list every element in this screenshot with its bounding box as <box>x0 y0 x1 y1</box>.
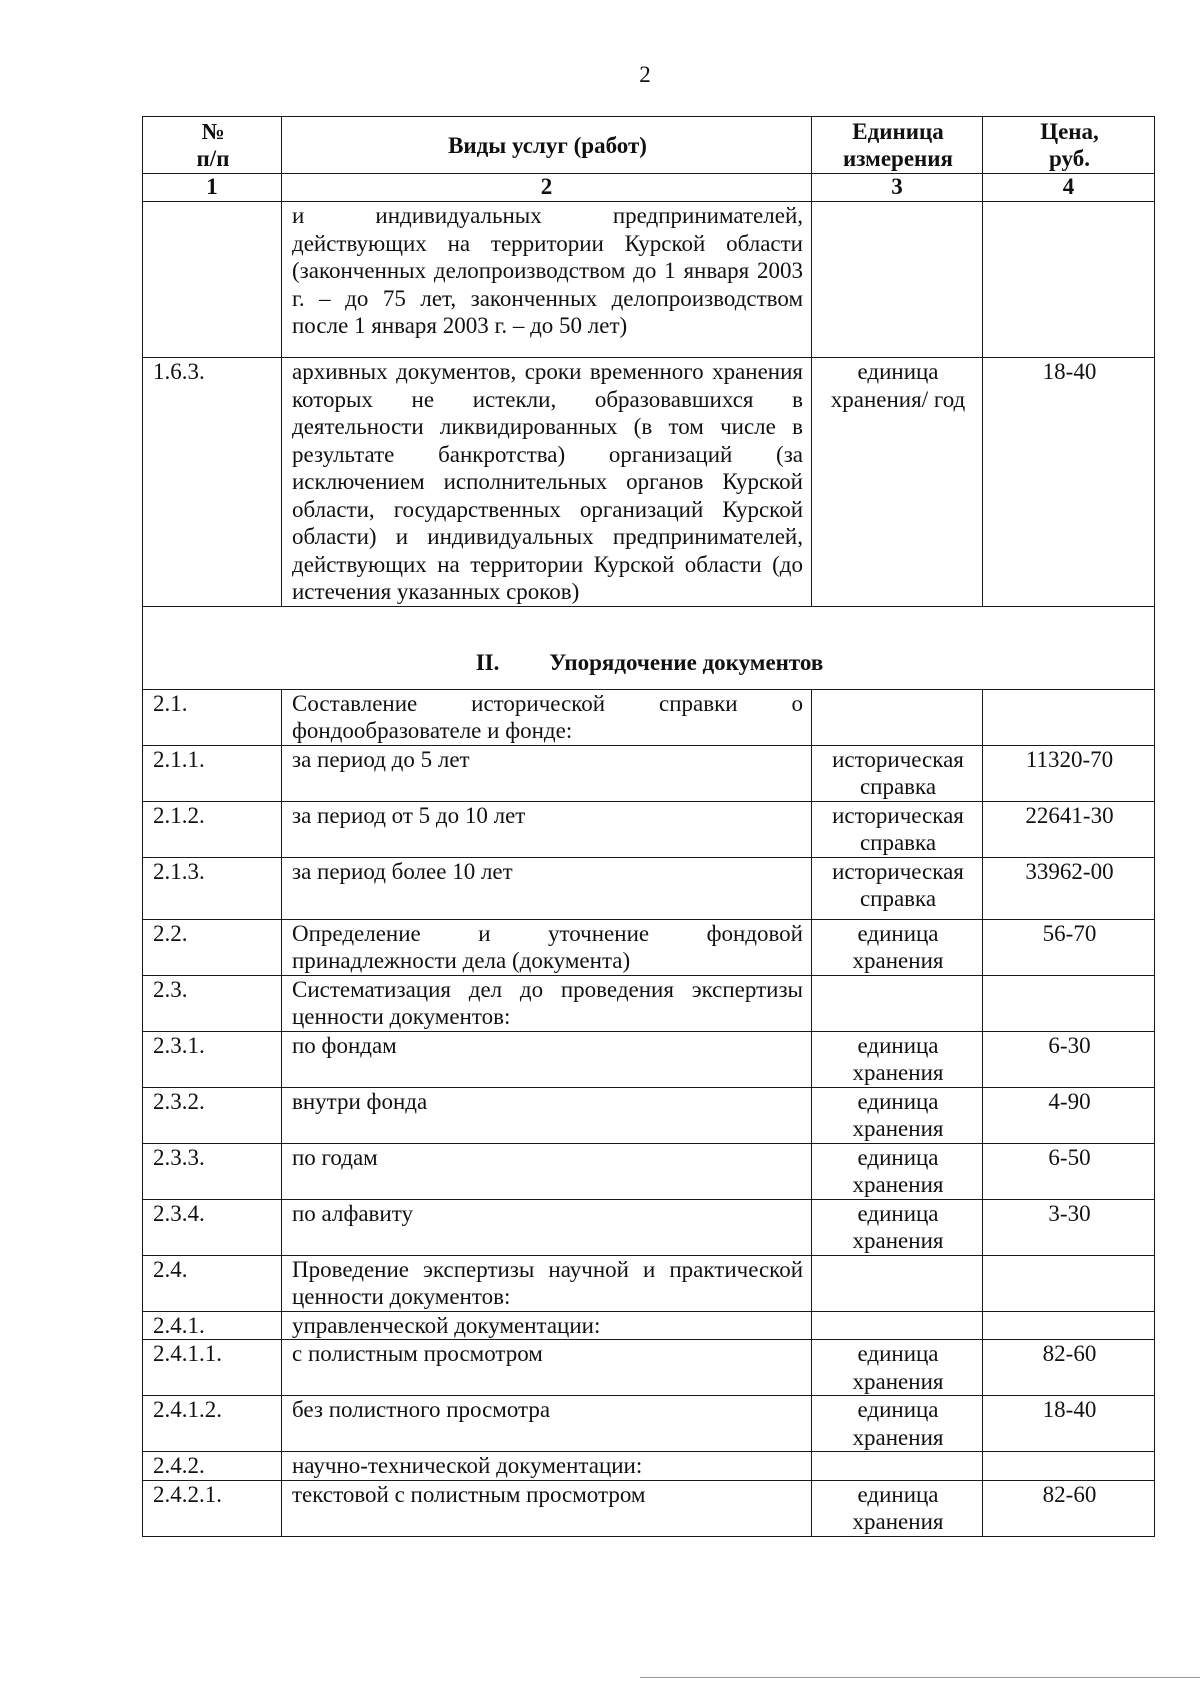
service-name-cell: Систематизация дел до проведения экспертизы ценности документов: <box>282 975 812 1031</box>
footer-rule <box>640 1677 1200 1678</box>
header-service-type-text: Виды услуг (работ) <box>448 132 647 158</box>
column-number-1: 1 <box>143 174 282 202</box>
header-service-type <box>282 117 812 174</box>
service-name-cell: за период от 5 до 10 лет <box>282 801 812 857</box>
table-row <box>143 1452 1155 1481</box>
unit-cell <box>812 689 983 745</box>
table-row <box>143 1031 1155 1087</box>
service-name-cell: по фондам <box>282 1031 812 1087</box>
price-cell: 3-30 <box>983 1199 1155 1255</box>
service-name-cell: архивных документов, сроки временного хранения которых не истекли, образовавшихся в деятельности ликвидированных (в том числе в результате банкротства) организаций (за исключением исполнительных органов Курской области, государственных организаций Курской области) и индивидуальных предпринимателей, действующих на территории Курской области (до истечения указанных сроков) <box>282 358 812 607</box>
unit-cell: единица хранения <box>812 919 983 975</box>
header-unit <box>812 117 983 174</box>
price-cell <box>983 202 1155 358</box>
price-cell: 18-40 <box>983 1396 1155 1452</box>
service-name-cell: Проведение экспертизы научной и практической ценности документов: <box>282 1255 812 1311</box>
row-number-cell: 2.2. <box>143 919 282 975</box>
table-row <box>143 919 1155 975</box>
column-number-2: 2 <box>282 174 812 202</box>
row-number-cell: 2.4.2.1. <box>143 1480 282 1536</box>
unit-cell: единица хранения <box>812 1340 983 1396</box>
unit-cell: историческая справка <box>812 801 983 857</box>
header-number <box>143 117 282 174</box>
header-price-line-1: Цена, <box>1040 119 1099 144</box>
header-price <box>983 117 1155 174</box>
table-row <box>143 358 1155 607</box>
table-row <box>143 1087 1155 1143</box>
service-name-cell: за период до 5 лет <box>282 745 812 801</box>
row-number-cell: 2.1.2. <box>143 801 282 857</box>
unit-cell: единица хранения <box>812 1143 983 1199</box>
header-unit-line-2: измерения <box>843 146 953 171</box>
unit-cell: единица хранения <box>812 1031 983 1087</box>
unit-cell: единица хранения <box>812 1199 983 1255</box>
price-cell: 11320-70 <box>983 745 1155 801</box>
table-row <box>143 1396 1155 1452</box>
table-row <box>143 1480 1155 1536</box>
row-number-cell: 2.1. <box>143 689 282 745</box>
column-number-row <box>143 174 1155 202</box>
price-cell: 6-30 <box>983 1031 1155 1087</box>
service-name-cell: научно-технической документации: <box>282 1452 812 1481</box>
row-number-cell: 2.4. <box>143 1255 282 1311</box>
row-number-cell: 2.3.2. <box>143 1087 282 1143</box>
unit-cell: единица хранения <box>812 1480 983 1536</box>
service-name-cell: Определение и уточнение фондовой принадлежности дела (документа) <box>282 919 812 975</box>
table-row <box>143 1143 1155 1199</box>
unit-cell: историческая справка <box>812 857 983 919</box>
price-cell: 82-60 <box>983 1340 1155 1396</box>
price-cell <box>983 689 1155 745</box>
service-name-cell: внутри фонда <box>282 1087 812 1143</box>
service-name-cell: за период более 10 лет <box>282 857 812 919</box>
header-number-line-1: № <box>201 119 225 144</box>
row-number-cell: 2.3.4. <box>143 1199 282 1255</box>
price-cell: 22641-30 <box>983 801 1155 857</box>
section-heading <box>143 606 1155 689</box>
column-number-4: 4 <box>983 174 1155 202</box>
price-cell: 82-60 <box>983 1480 1155 1536</box>
table-body <box>143 202 1155 1537</box>
unit-cell: единица хранения <box>812 1087 983 1143</box>
table-row <box>143 975 1155 1031</box>
service-name-cell: по годам <box>282 1143 812 1199</box>
tariff-table <box>142 116 1155 1537</box>
service-name-cell: текстовой с полистным просмотром <box>282 1480 812 1536</box>
unit-cell <box>812 975 983 1031</box>
column-number-3: 3 <box>812 174 983 202</box>
table-row <box>143 801 1155 857</box>
table-row <box>143 1311 1155 1340</box>
price-cell: 4-90 <box>983 1087 1155 1143</box>
unit-cell <box>812 202 983 358</box>
table-row <box>143 1340 1155 1396</box>
row-number-cell: 1.6.3. <box>143 358 282 607</box>
unit-cell <box>812 1452 983 1481</box>
row-number-cell: 2.1.1. <box>143 745 282 801</box>
table-row <box>143 1255 1155 1311</box>
row-number-cell <box>143 202 282 358</box>
service-name-cell: Составление исторической справки о фондообразователе и фонде: <box>282 689 812 745</box>
row-number-cell: 2.3. <box>143 975 282 1031</box>
unit-cell <box>812 1255 983 1311</box>
table-header-row <box>143 117 1155 174</box>
unit-cell <box>812 1311 983 1340</box>
table-row <box>143 1199 1155 1255</box>
page-number: 2 <box>639 62 651 87</box>
header-number-line-2: п/п <box>196 146 230 171</box>
table-row <box>143 689 1155 745</box>
table-row <box>143 745 1155 801</box>
price-cell: 18-40 <box>983 358 1155 607</box>
service-name-cell: с полистным просмотром <box>282 1340 812 1396</box>
table-row <box>143 857 1155 919</box>
price-cell: 33962-00 <box>983 857 1155 919</box>
service-name-cell: управленческой документации: <box>282 1311 812 1340</box>
service-name-cell: по алфавиту <box>282 1199 812 1255</box>
unit-cell: единица хранения <box>812 1396 983 1452</box>
price-cell <box>983 975 1155 1031</box>
table-row <box>143 202 1155 358</box>
section-title: Упорядочение документов <box>549 650 824 675</box>
row-number-cell: 2.3.3. <box>143 1143 282 1199</box>
row-number-cell: 2.4.1.2. <box>143 1396 282 1452</box>
price-cell <box>983 1255 1155 1311</box>
service-name-cell: и индивидуальных предпринимателей, действующих на территории Курской области (законченных делопроизводством до 1 января 2003 г. – до 75 лет, законченных делопроизводством после 1 января 2003 г. – до 50 лет) <box>282 202 812 358</box>
header-unit-line-1: Единица <box>852 119 944 144</box>
row-number-cell: 2.3.1. <box>143 1031 282 1087</box>
row-number-cell: 2.4.2. <box>143 1452 282 1481</box>
section-row <box>143 606 1155 689</box>
section-number: II. <box>475 650 500 675</box>
unit-cell: историческая справка <box>812 745 983 801</box>
price-cell: 56-70 <box>983 919 1155 975</box>
price-cell <box>983 1452 1155 1481</box>
price-cell: 6-50 <box>983 1143 1155 1199</box>
unit-cell: единица хранения/ год <box>812 358 983 607</box>
row-number-cell: 2.4.1. <box>143 1311 282 1340</box>
row-number-cell: 2.1.3. <box>143 857 282 919</box>
header-price-line-2: руб. <box>1049 146 1090 171</box>
service-name-cell: без полистного просмотра <box>282 1396 812 1452</box>
price-cell <box>983 1311 1155 1340</box>
row-number-cell: 2.4.1.1. <box>143 1340 282 1396</box>
